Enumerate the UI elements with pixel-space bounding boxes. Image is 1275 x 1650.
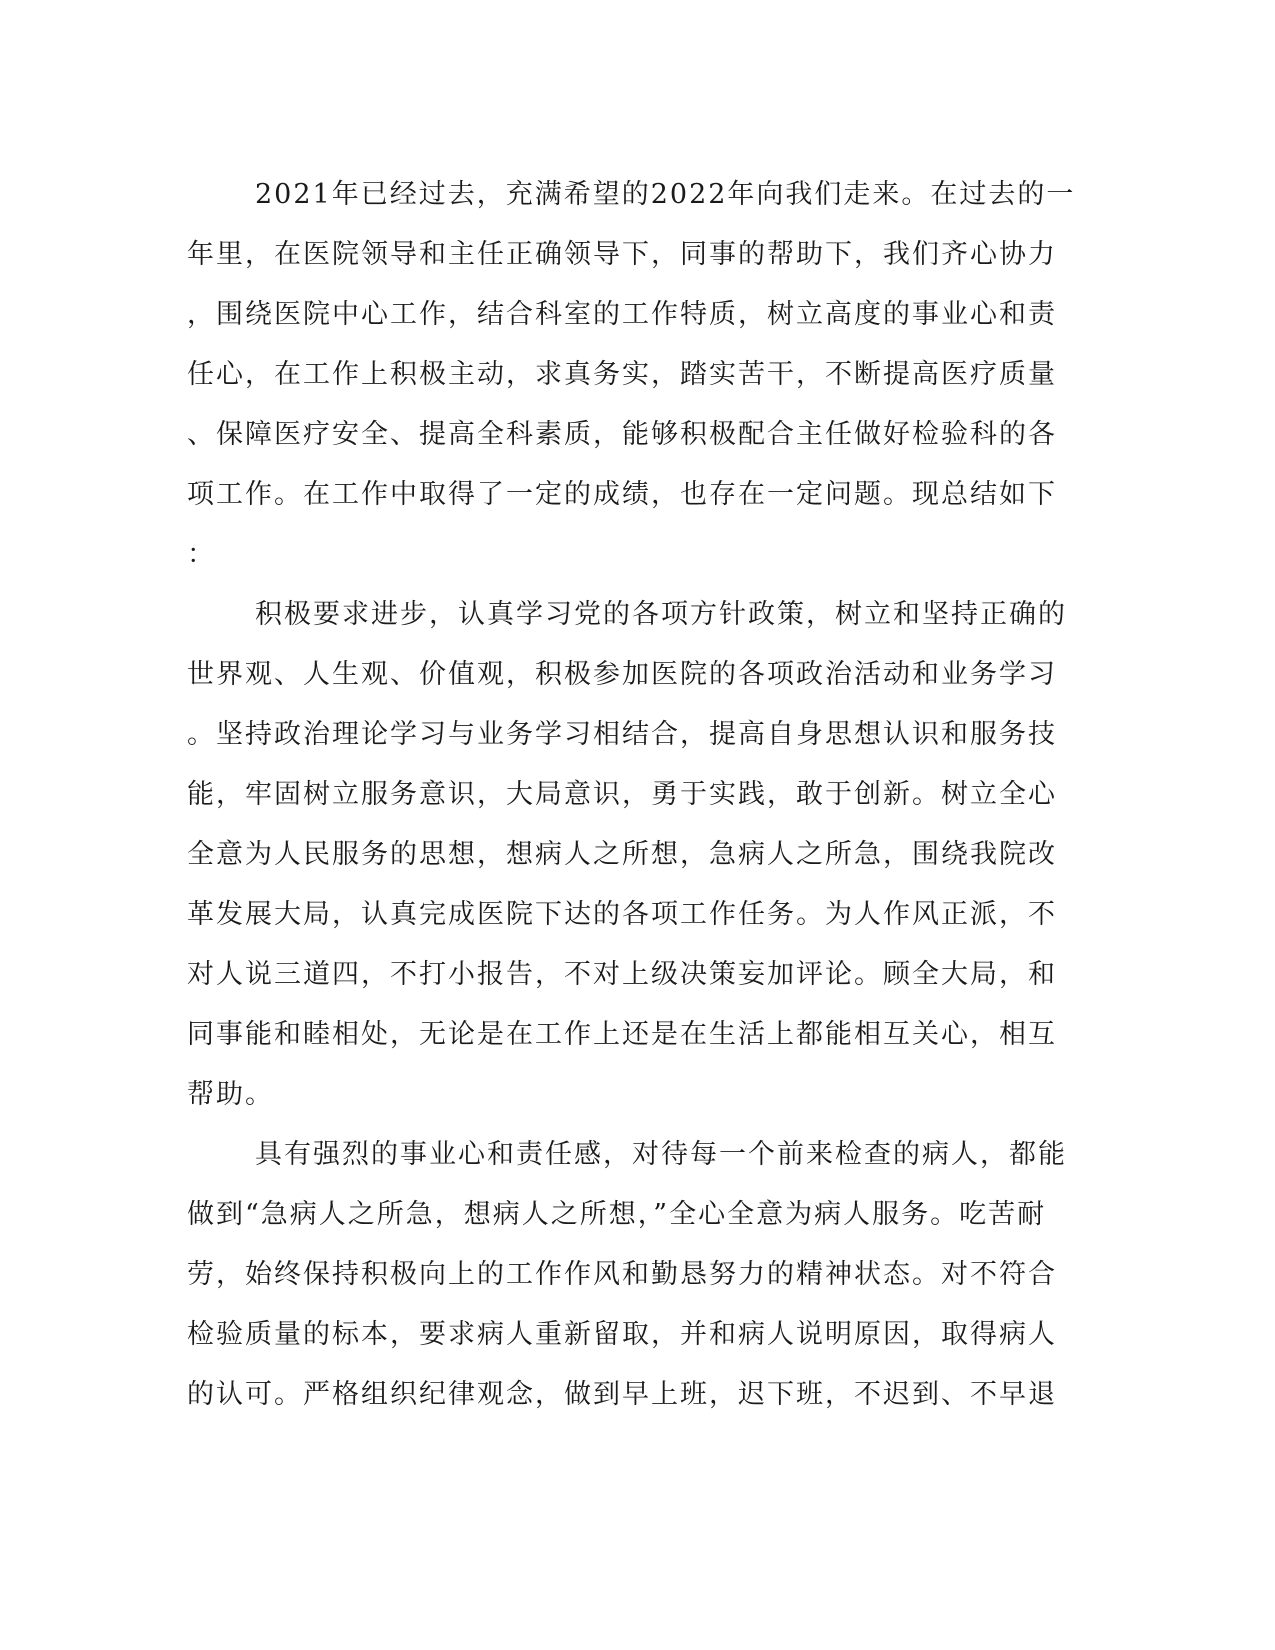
text-line: 任心，在工作上积极主动，求真务实，踏实苦干，不断提高医疗质量 [187,359,1057,390]
text-line: ： [187,539,216,570]
text-line: 全意为人民服务的思想，想病人之所想，急病人之所急，围绕我院改 [187,839,1057,870]
text-line: 具有强烈的事业心和责任感，对待每一个前来检查的病人，都能 [255,1139,1067,1170]
text-line: 年里，在医院领导和主任正确领导下，同事的帮助下，我们齐心协力 [187,239,1057,270]
body-text [187,165,1076,1425]
paragraph-work-attitude [187,1125,1067,1425]
text-line: 2021年已经过去，充满希望的2022年向我们走来。在过去的一 [255,179,1076,210]
text-line: 的认可。严格组织纪律观念，做到早上班，迟下班，不迟到、不早退 [187,1379,1057,1410]
text-line: 同事能和睦相处，无论是在工作上还是在生活上都能相互关心，相互 [187,1019,1057,1050]
text-line: 革发展大局，认真完成医院下达的各项工作任务。为人作风正派，不 [187,899,1057,930]
text-line: 、保障医疗安全、提高全科素质，能够积极配合主任做好检验科的各 [187,419,1057,450]
text-line: ，围绕医院中心工作，结合科室的工作特质，树立高度的事业心和责 [187,299,1057,330]
paragraph-political-study [187,585,1067,1125]
text-line: 。坚持政治理论学习与业务学习相结合，提高自身思想认识和服务技 [187,719,1057,750]
text-line: 世界观、人生观、价值观，积极参加医院的各项政治活动和业务学习 [187,659,1057,690]
paragraph-summary-intro [187,165,1076,585]
text-line: 积极要求进步，认真学习党的各项方针政策，树立和坚持正确的 [255,599,1067,630]
text-line: 做到“急病人之所急，想病人之所想，”全心全意为病人服务。吃苦耐 [187,1199,1047,1230]
text-line: 项工作。在工作中取得了一定的成绩，也存在一定问题。现总结如下 [187,479,1057,510]
text-line: 帮助。 [187,1079,274,1110]
text-line: 劳，始终保持积极向上的工作作风和勤恳努力的精神状态。对不符合 [187,1259,1057,1290]
text-line: 能，牢固树立服务意识，大局意识，勇于实践，敢于创新。树立全心 [187,779,1057,810]
text-line: 检验质量的标本，要求病人重新留取，并和病人说明原因，取得病人 [187,1319,1057,1350]
text-line: 对人说三道四，不打小报告，不对上级决策妄加评论。顾全大局，和 [187,959,1057,990]
